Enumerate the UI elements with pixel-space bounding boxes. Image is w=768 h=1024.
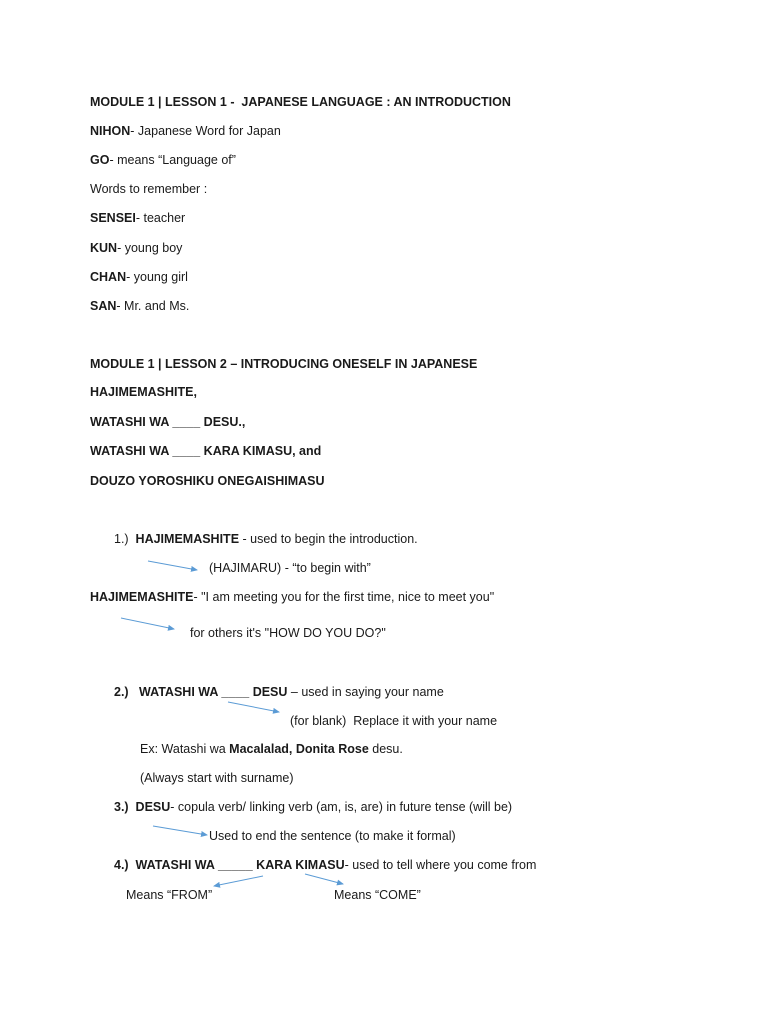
chan-definition: - young girl <box>126 270 188 284</box>
kun-definition: - young boy <box>117 241 183 255</box>
phrase-douzo-yoroshiku: DOUZO YOROSHIKU ONEGAISHIMASU <box>90 474 325 488</box>
item1-term: HAJIMEMASHITE <box>135 532 240 546</box>
chan-term: CHAN <box>90 270 127 284</box>
nihon-term: NIHON <box>90 124 131 138</box>
san-term: SAN <box>90 299 117 313</box>
kun-term: KUN <box>90 241 118 255</box>
item4-from-note: Means “FROM” <box>126 888 213 902</box>
sensei-term: SENSEI <box>90 211 136 225</box>
item4-come-note: Means “COME” <box>334 888 421 902</box>
item1-meaning-term: HAJIMEMASHITE <box>90 590 194 604</box>
arrow-icon <box>228 702 279 712</box>
go-definition: - means “Language of” <box>109 153 236 167</box>
san-definition: - Mr. and Ms. <box>116 299 190 313</box>
item1-meaning-definition: - "I am meeting you for the first time, nice to meet you" <box>193 590 495 604</box>
item2-number: 2.) <box>114 685 129 699</box>
item2-blank-note: (for blank) Replace it with your name <box>290 714 498 728</box>
item2-term: WATASHI WA ____ DESU <box>139 685 288 699</box>
item3-description: - copula verb/ linking verb (am, is, are) in future tense (will be) <box>170 800 513 814</box>
sensei-definition: - teacher <box>135 211 186 225</box>
item1-description: - used to begin the introduction. <box>239 532 418 546</box>
item3-term: DESU <box>135 800 171 814</box>
words-to-remember-label: Words to remember : <box>90 182 208 196</box>
item3-number: 3.) <box>114 800 129 814</box>
go-term: GO <box>90 153 110 167</box>
arrow-icon <box>214 876 263 886</box>
item1-number: 1.) <box>114 532 129 546</box>
arrow-icon <box>305 874 343 884</box>
item3-usage: Used to end the sentence (to make it formal) <box>209 829 456 843</box>
lesson1-heading: MODULE 1 | LESSON 1 - JAPANESE LANGUAGE : AN INTRODUCTION <box>90 95 511 109</box>
item1-others-note: for others it's "HOW DO YOU DO?" <box>190 626 386 640</box>
arrow-icon <box>121 618 174 629</box>
item1-root-word: (HAJIMARU) - “to begin with” <box>209 561 371 575</box>
phrase-watashi-desu: WATASHI WA ____ DESU., <box>90 415 246 429</box>
item2-example: Ex: Watashi wa Macalalad, Donita Rose desu. <box>140 742 403 756</box>
arrow-icon <box>148 561 197 570</box>
item2-example-name: Macalalad, Donita Rose <box>229 742 369 756</box>
item2-surname-note: (Always start with surname) <box>140 771 294 785</box>
nihon-definition: - Japanese Word for Japan <box>130 124 281 138</box>
item2-description: – used in saying your name <box>287 685 444 699</box>
item4-term: WATASHI WA _____ KARA KIMASU <box>135 858 345 872</box>
phrase-hajimemashite: HAJIMEMASHITE, <box>90 385 197 399</box>
item4-number: 4.) <box>114 858 129 872</box>
arrow-icon <box>153 826 207 835</box>
item4-description: - used to tell where you come from <box>344 858 537 872</box>
phrase-watashi-kara-kimasu: WATASHI WA ____ KARA KIMASU, and <box>90 444 322 458</box>
lesson2-heading: MODULE 1 | LESSON 2 – INTRODUCING ONESELF IN JAPANESE <box>90 357 478 371</box>
